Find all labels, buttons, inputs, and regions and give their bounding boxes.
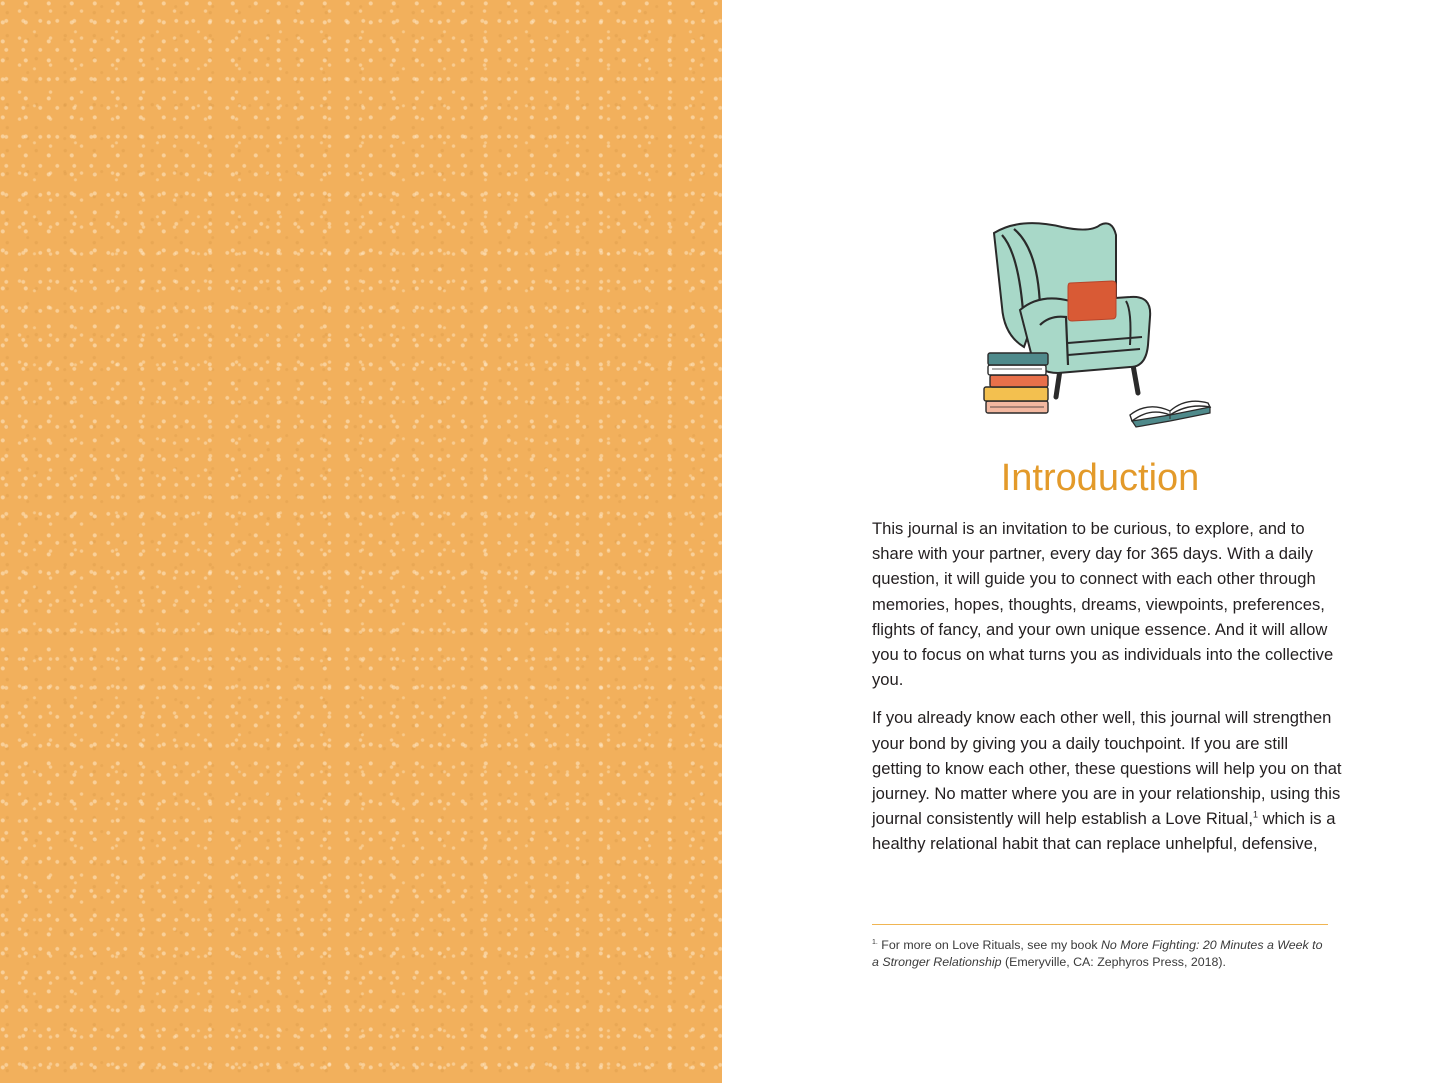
introduction-body <box>872 516 1342 870</box>
paragraph-2-start: If you already know each other well, this journal will strengthen your bond by giving you a daily touchpoint. If you are still getting to know each other, these questions will help you on that journey. No matter where you are in your relationship, using this journal consistently will help establish a Love Ritual, <box>872 708 1342 829</box>
footnote-suffix: (Emeryville, CA: Zephyros Press, 2018). <box>1001 955 1226 969</box>
footnote-reference: 1 <box>1252 809 1258 820</box>
paragraph-2 <box>872 705 1342 856</box>
paragraph-1: This journal is an invitation to be curious, to explore, and to share with your partner, every day for 365 days. With a daily question, it will guide you to connect with each other through memories, hopes, thoughts, dreams, viewpoints, preferences, flights of fancy, and your own unique essence. And it will allow you to focus on what turns you as individuals into the collective you. <box>872 519 1334 690</box>
left-page-texture <box>0 0 722 1083</box>
footnote-book-title: No More Fighting: 20 Minutes a Week to a Stronger Relationship <box>872 938 1323 969</box>
footnote <box>872 937 1332 971</box>
armchair-with-books-icon <box>980 215 1220 435</box>
footnote-prefix: For more on Love Rituals, see my book <box>877 938 1101 952</box>
page-title: Introduction <box>1000 457 1200 499</box>
footnote-divider <box>872 924 1328 925</box>
footnote-marker: 1. <box>872 938 878 946</box>
paragraph-2-end: which is a healthy relational habit that can replace unhelpful, defensive, <box>872 809 1336 854</box>
